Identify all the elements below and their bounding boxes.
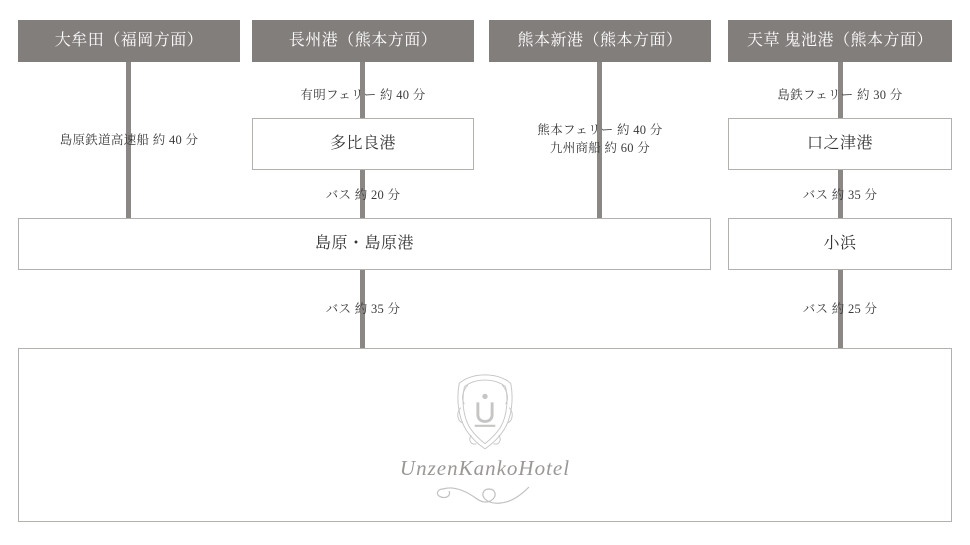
edge-label-line1: 熊本フェリー 約 40 分 bbox=[537, 123, 663, 137]
edge-label-choshu-to-tahira: 有明フェリー 約 40 分 bbox=[300, 88, 426, 102]
node-header-kumamoto-shinko bbox=[489, 20, 711, 62]
hotel-logo-text: UnzenKankoHotel bbox=[399, 456, 571, 480]
node-tahira-port bbox=[252, 118, 474, 170]
edge-label-omuta-to-shimabara: 島原鉄道高速船 約 40 分 bbox=[59, 133, 199, 147]
edge-label-kumamoto-to-shimabara bbox=[489, 121, 711, 157]
node-label: 長州港（熊本方面） bbox=[288, 31, 438, 49]
edge-label-tahira-to-shimabara: バス 約 20 分 bbox=[325, 188, 401, 202]
node-label: 大牟田（福岡方面） bbox=[54, 31, 204, 49]
node-header-omuta bbox=[18, 20, 240, 62]
node-header-amakusa-onikeko bbox=[728, 20, 952, 62]
node-header-choshu-port bbox=[252, 20, 474, 62]
node-label: 熊本新港（熊本方面） bbox=[517, 31, 683, 49]
node-shimabara-port bbox=[18, 218, 711, 270]
node-label: 島原・島原港 bbox=[314, 234, 414, 252]
edge-label-kuchinotsu-to-obama: バス 約 35 分 bbox=[802, 188, 878, 202]
edge-label-onikeko-to-kuchinotsu: 島鉄フェリー 約 30 分 bbox=[777, 88, 903, 102]
node-label: 小浜 bbox=[823, 234, 857, 252]
node-hotel bbox=[18, 348, 952, 522]
node-kuchinotsu-port bbox=[728, 118, 952, 170]
node-label: 多比良港 bbox=[329, 134, 396, 152]
edge-label-obama-to-hotel: バス 約 25 分 bbox=[802, 302, 878, 316]
edge-label-shimabara-to-hotel: バス 約 35 分 bbox=[325, 302, 401, 316]
edge-label-line2: 九州商船 約 60 分 bbox=[549, 141, 651, 156]
node-obama bbox=[728, 218, 952, 270]
node-label: 天草 鬼池港（熊本方面） bbox=[746, 31, 933, 49]
node-label: 口之津港 bbox=[806, 134, 873, 152]
